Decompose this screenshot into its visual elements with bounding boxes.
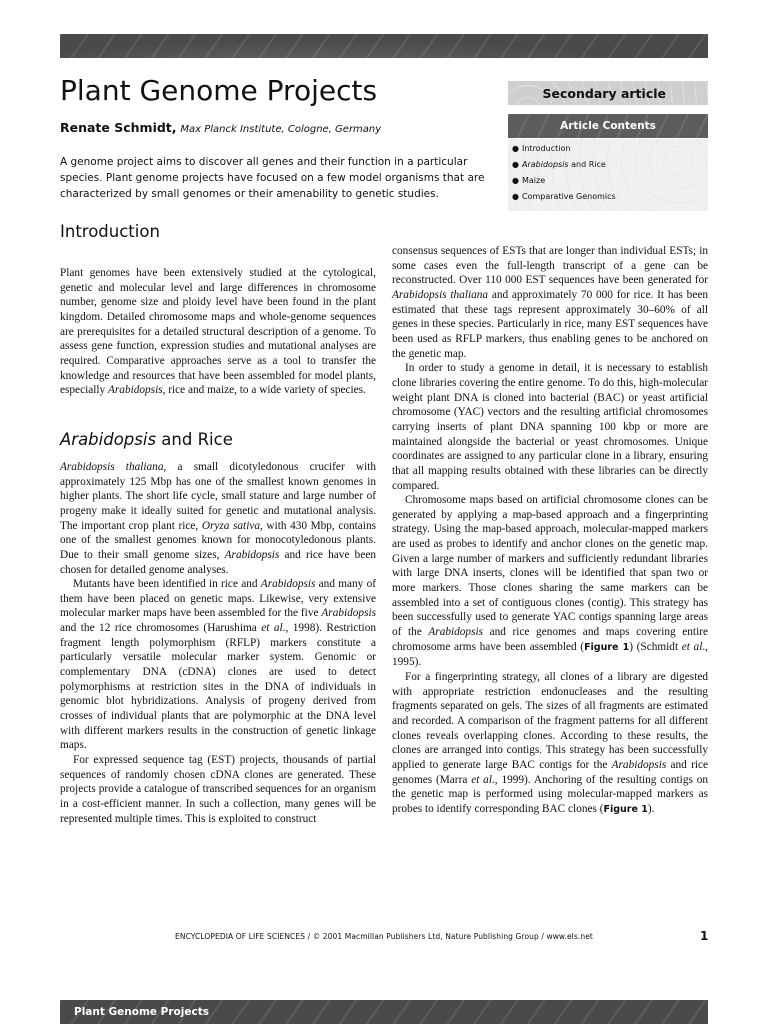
right-paragraph-4: For a fingerprinting strategy, all clones of a library are digested with appropriate restriction endonucleases and the resulting fragments separated on gels. The sizes of all fragments are estimated and recorded. A comparison of the fragment patterns for all different clones reveals overlapping clones. According to these results, the clones are arranged into contigs. This strategy has been successfully applied to generate large BAC contigs for the Arabidopsis and rice genomes (Marra et al., 1999). Anchoring of the resulting contigs on the genetic map is performed using molecular-mapped markers as probes to identify corresponding BAC clones (Figure 1).	[392, 671, 709, 815]
arabidopsis-paragraph-2: Mutants have been identified in rice and Arabidopsis and many of them have been placed on genetic maps. Likewise, very extensive molecular marker maps have been assembled for the five Arabidopsis and the 12 rice chromosomes (Harushima et al., 1998). Restriction fragment length polymorphism (RFLP) markers constitute a particularly versatile molecular marker system. Genomic or complementary DNA (cDNA) clones are used to detect polymorphisms at restriction sites in the DNA of individuals in genomic blot hybridizations. Analysis of progeny derived from crosses of individual plants that are polymorphic at the DNA level with different markers results in the construction of genetic linkage maps.	[60, 578, 376, 752]
author-name: Renate Schmidt,	[60, 120, 177, 135]
author-affiliation: Max Planck Institute, Cologne, Germany	[180, 124, 382, 135]
running-title-bar: Plant Genome Projects	[60, 1000, 708, 1024]
right-paragraph-3: Chromosome maps based on artificial chromosome clones can be generated by applying a map-based approach and a fingerprinting strategy. Using the map-based approach, molecular-mapped markers are used as probes to identify and anchor clones on the genetic map. Given a large number of markers and sufficiently redundant libraries with large DNA inserts, clones will be identified that span two or more markers. Those clones sharing the same markers can be assembled into a set of contiguous clones (contig). This strategy has been successfully used to generate YAC contigs spanning large areas of the Arabidopsis and rice genomes and maps covering entire chromosome arms have been assembled (Figure 1) (Schmidt et al., 1995).	[392, 494, 709, 669]
contents-item-arabidopsis-rice[interactable]: ● Arabidopsis and Rice	[508, 157, 708, 173]
arabidopsis-paragraph-3: For expressed sequence tag (EST) projects, thousands of partial sequences of randomly chosen cDNA clones are generated. These projects provide a catalogue of transcribed sequences for an organism in a cost-efficient manner. In such a collection, many genes will be represented multiple times. This is exploited to construct	[60, 754, 376, 825]
top-banner	[60, 34, 708, 58]
article-type-badge: Secondary article	[508, 81, 708, 105]
bullet-icon: ●	[512, 192, 519, 201]
bullet-icon: ●	[512, 160, 519, 169]
figure-1-link[interactable]: Figure 1	[584, 641, 630, 653]
introduction-heading: Introduction	[60, 222, 160, 241]
abstract: A genome project aims to discover all genes and their function in a particular species. Plant genome projects have focused on a few model organisms that are characterized by small genomes or their amenability to genetic studies.	[60, 156, 485, 200]
right-paragraph-2: In order to study a genome in detail, it is necessary to establish clone libraries covering the entire genome. To do this, high-molecular weight plant DNA is cloned into bacterial (BAC) or yeast artificial chromosome (YAC) vectors and the resulting artificial chromosomes carrying inserts of plant DNA spanning 100 kbp or more are maintained alongside the bacterial or yeast chromosomes. Unique coordinates are assigned to any particular clone in a library, ensuring that all mapping results obtained with these libraries can be directly compared.	[392, 362, 708, 492]
left-column	[60, 220, 376, 826]
right-column	[392, 244, 708, 818]
article-contents-list	[508, 139, 708, 211]
introduction-paragraph: Plant genomes have been extensively studied at the cytological, genetic and molecular level and large differences in chromosome number, genome size and ploidy level have been found in the plant kingdom. Detailed chromosome maps and whole-genome sequences are prerequisites for a detailed structural description of a genome. To assess gene function, expression studies and mutational analyses are required. Comparative approaches serve as a tool to transfer the knowledge and resources that have been assembled for model plants, especially Arabidopsis, rice and maize, to a wide variety of species.	[60, 267, 376, 397]
contents-item-introduction[interactable]: ● Introduction	[508, 141, 708, 157]
page-number: 1	[700, 929, 709, 943]
byline	[60, 120, 381, 135]
contents-item-maize[interactable]: ● Maize	[508, 173, 708, 189]
right-paragraph-1: consensus sequences of ESTs that are longer than individual ESTs; in some cases even the full-length transcript of a gene can be reconstructed. Over 110 000 EST sequences have been generated for Arabidopsis thaliana and approximately 70 000 for rice. It has been estimated that these tags represent approximately 30–60% of all genes in these species. Particularly in rice, many EST sequences have been used as RFLP markers, thus enabling genes to be anchored on the genetic map.	[392, 245, 708, 360]
figure-1-link[interactable]: Figure 1	[603, 803, 648, 815]
arabidopsis-rice-heading: Arabidopsis and Rice	[60, 429, 233, 449]
bullet-icon: ●	[512, 176, 519, 185]
bullet-icon: ●	[512, 144, 519, 153]
arabidopsis-paragraph-1: Arabidopsis thaliana, a small dicotyledonous crucifer with approximately 125 Mbp has one of the smallest known genomes in higher plants. The short life cycle, small stature and large number of progeny make it ideally suited for genetic and mutational analysis. The important crop plant rice, Oryza sativa, with 430 Mbp, contains one of the smallest genomes known for monocotyledonous plants. Due to their small genome sizes, Arabidopsis and rice have been chosen for detailed genome analyses.	[60, 460, 377, 576]
contents-item-comparative-genomics[interactable]: ● Comparative Genomics	[508, 189, 708, 205]
article-title: Plant Genome Projects	[60, 74, 378, 107]
footer-copyright: ENCYCLOPEDIA OF LIFE SCIENCES / © 2001 Macmillan Publishers Ltd, Nature Publishing Group / www.els.net	[175, 932, 593, 941]
article-contents-heading: Article Contents	[508, 114, 708, 138]
